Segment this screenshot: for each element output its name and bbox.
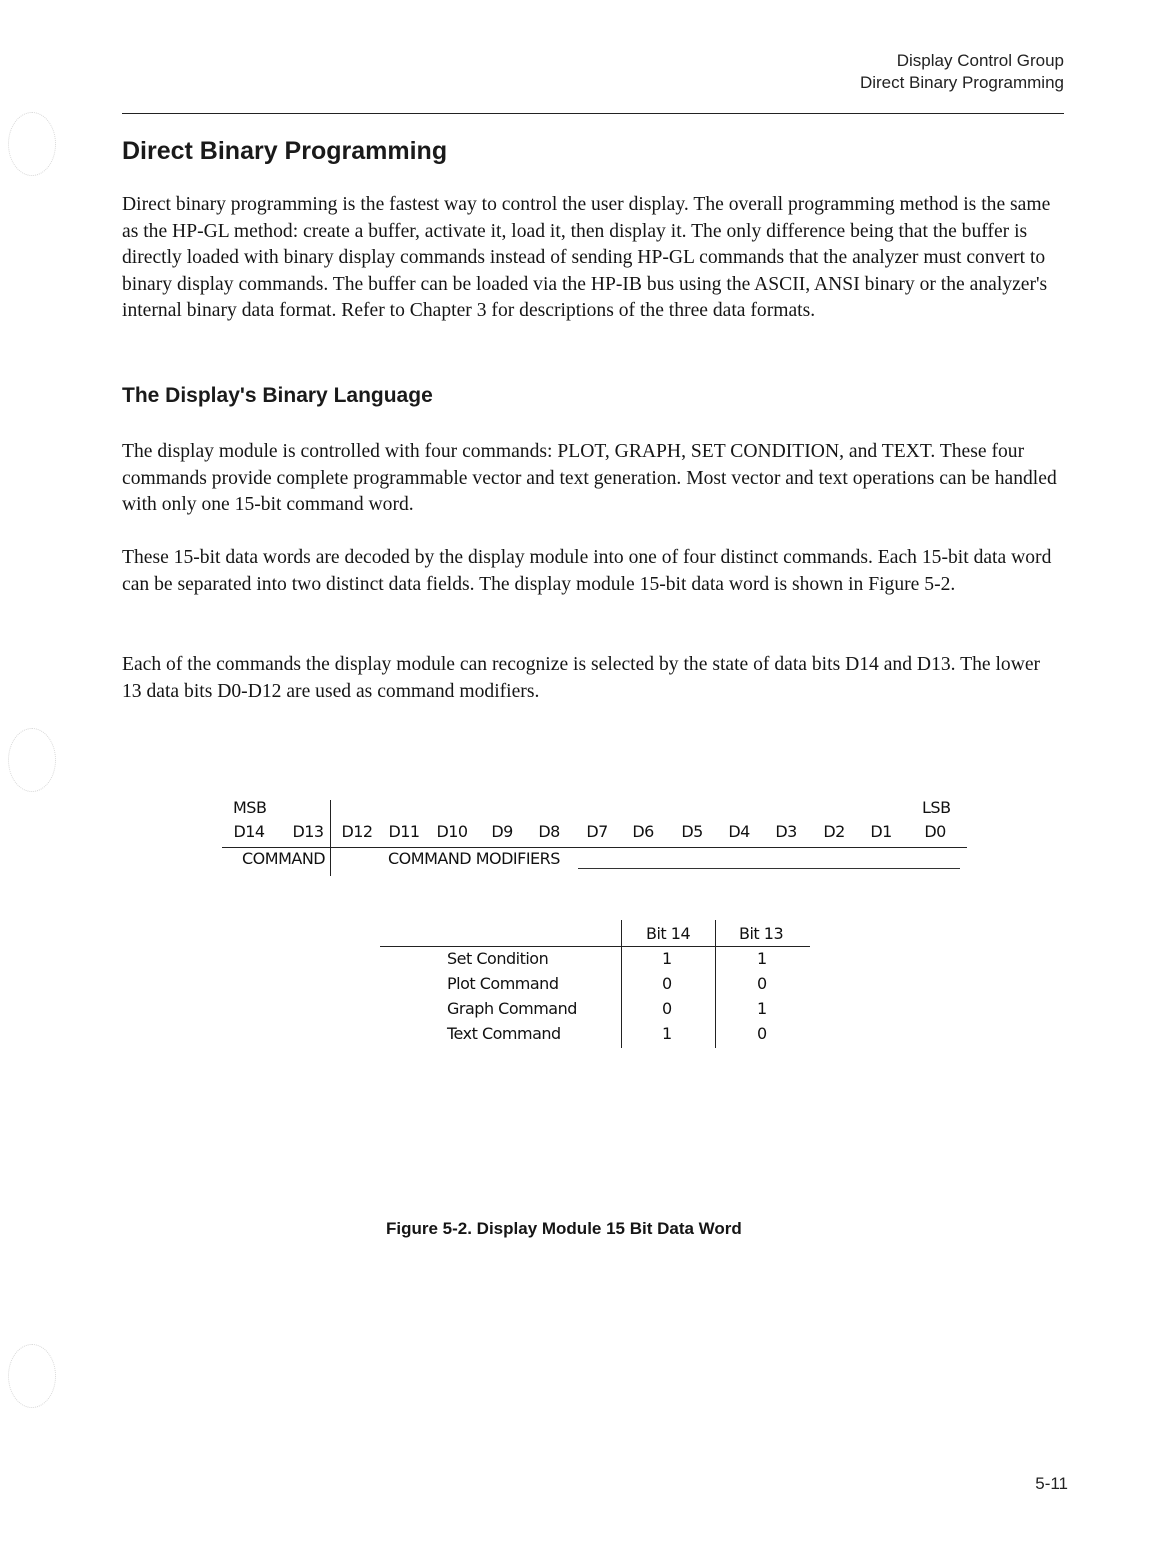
bit-label-d8: D8 — [538, 822, 560, 841]
bit-label-d5: D5 — [681, 822, 703, 841]
table-column-rule — [715, 920, 716, 1048]
subsection-title: The Display's Binary Language — [122, 384, 433, 407]
row-label: Text Command — [447, 1024, 561, 1043]
header-topic: Direct Binary Programming — [859, 73, 1064, 92]
section-title: Direct Binary Programming — [122, 137, 448, 165]
row-label: Plot Command — [447, 974, 559, 993]
header-group: Display Control Group — [896, 51, 1064, 70]
intro-paragraph: Direct binary programming is the fastest way to control the user display. The overall programming method is the same as the HP-GL method: create a buffer, activate it, load it, then display it. The only difference being that the buffer is directly loaded with binary display commands instead of sending HP-GL commands that the analyzer must convert to binary display commands. The buffer can be loaded via the HP-IB bus using the ASCII, ANSI binary or the analyzer's internal binary data format. Refer to Chapter 3 for descriptions of the three data formats. — [122, 194, 1051, 321]
paragraph-commands: The display module is controlled with four commands: PLOT, GRAPH, SET CONDITION, and TEXT. These four commands provide complete programmable vector and text generation. Most vector and text operations can be handled with only one 15-bit command word. — [122, 441, 1057, 515]
bit-label-d12: D12 — [341, 822, 373, 841]
running-header — [860, 50, 1064, 94]
bit-label-d13: D13 — [292, 822, 324, 841]
command-field-label: COMMAND — [242, 849, 326, 868]
bit-label-d6: D6 — [632, 822, 654, 841]
punch-hole — [8, 728, 56, 792]
row-label: Graph Command — [447, 999, 577, 1018]
bit-label-d1: D1 — [870, 822, 892, 841]
page-number: 5-11 — [1035, 1474, 1068, 1493]
row-bit14: 0 — [662, 999, 672, 1018]
col-header-bit14: Bit 14 — [646, 924, 691, 943]
row-bit14: 1 — [662, 1024, 672, 1043]
header-rule — [122, 113, 1064, 114]
bit-label-d11: D11 — [388, 822, 420, 841]
field-separator — [330, 800, 331, 876]
paragraph-data-words: These 15-bit data words are decoded by the display module into one of four distinct commands. Each 15-bit data word can be separated into two distinct data fields. The display module 15-bit data word is shown in Figure 5-2. — [122, 547, 1052, 595]
bit-label-d2: D2 — [823, 822, 845, 841]
modifiers-field-label: COMMAND MODIFIERS — [388, 849, 560, 868]
figure-caption: Figure 5-2. Display Module 15 Bit Data Word — [386, 1219, 742, 1238]
bit-label-d0: D0 — [924, 822, 946, 841]
punch-hole — [8, 112, 56, 176]
bit-label-d4: D4 — [728, 822, 750, 841]
bit-label-d9: D9 — [491, 822, 513, 841]
lsb-label: LSB — [922, 798, 951, 817]
paragraph-bit-selection: Each of the commands the display module can recognize is selected by the state of data bits D14 and D13. The lower 13 data bits D0-D12 are used as command modifiers. — [122, 654, 1041, 702]
bit-underline — [222, 847, 967, 848]
table-column-rule — [621, 920, 622, 1048]
row-bit13: 0 — [757, 1024, 767, 1043]
bit-label-d10: D10 — [436, 822, 468, 841]
punch-hole — [8, 1344, 56, 1408]
table-header-rule — [380, 946, 810, 947]
row-bit13: 0 — [757, 974, 767, 993]
bit-label-d3: D3 — [775, 822, 797, 841]
msb-label: MSB — [233, 798, 267, 817]
modifiers-extent-line — [578, 868, 960, 869]
row-bit13: 1 — [757, 999, 767, 1018]
row-bit13: 1 — [757, 949, 767, 968]
row-bit14: 0 — [662, 974, 672, 993]
row-bit14: 1 — [662, 949, 672, 968]
bit-label-d7: D7 — [586, 822, 608, 841]
row-label: Set Condition — [447, 949, 549, 968]
col-header-bit13: Bit 13 — [739, 924, 784, 943]
bit-label-d14: D14 — [233, 822, 265, 841]
